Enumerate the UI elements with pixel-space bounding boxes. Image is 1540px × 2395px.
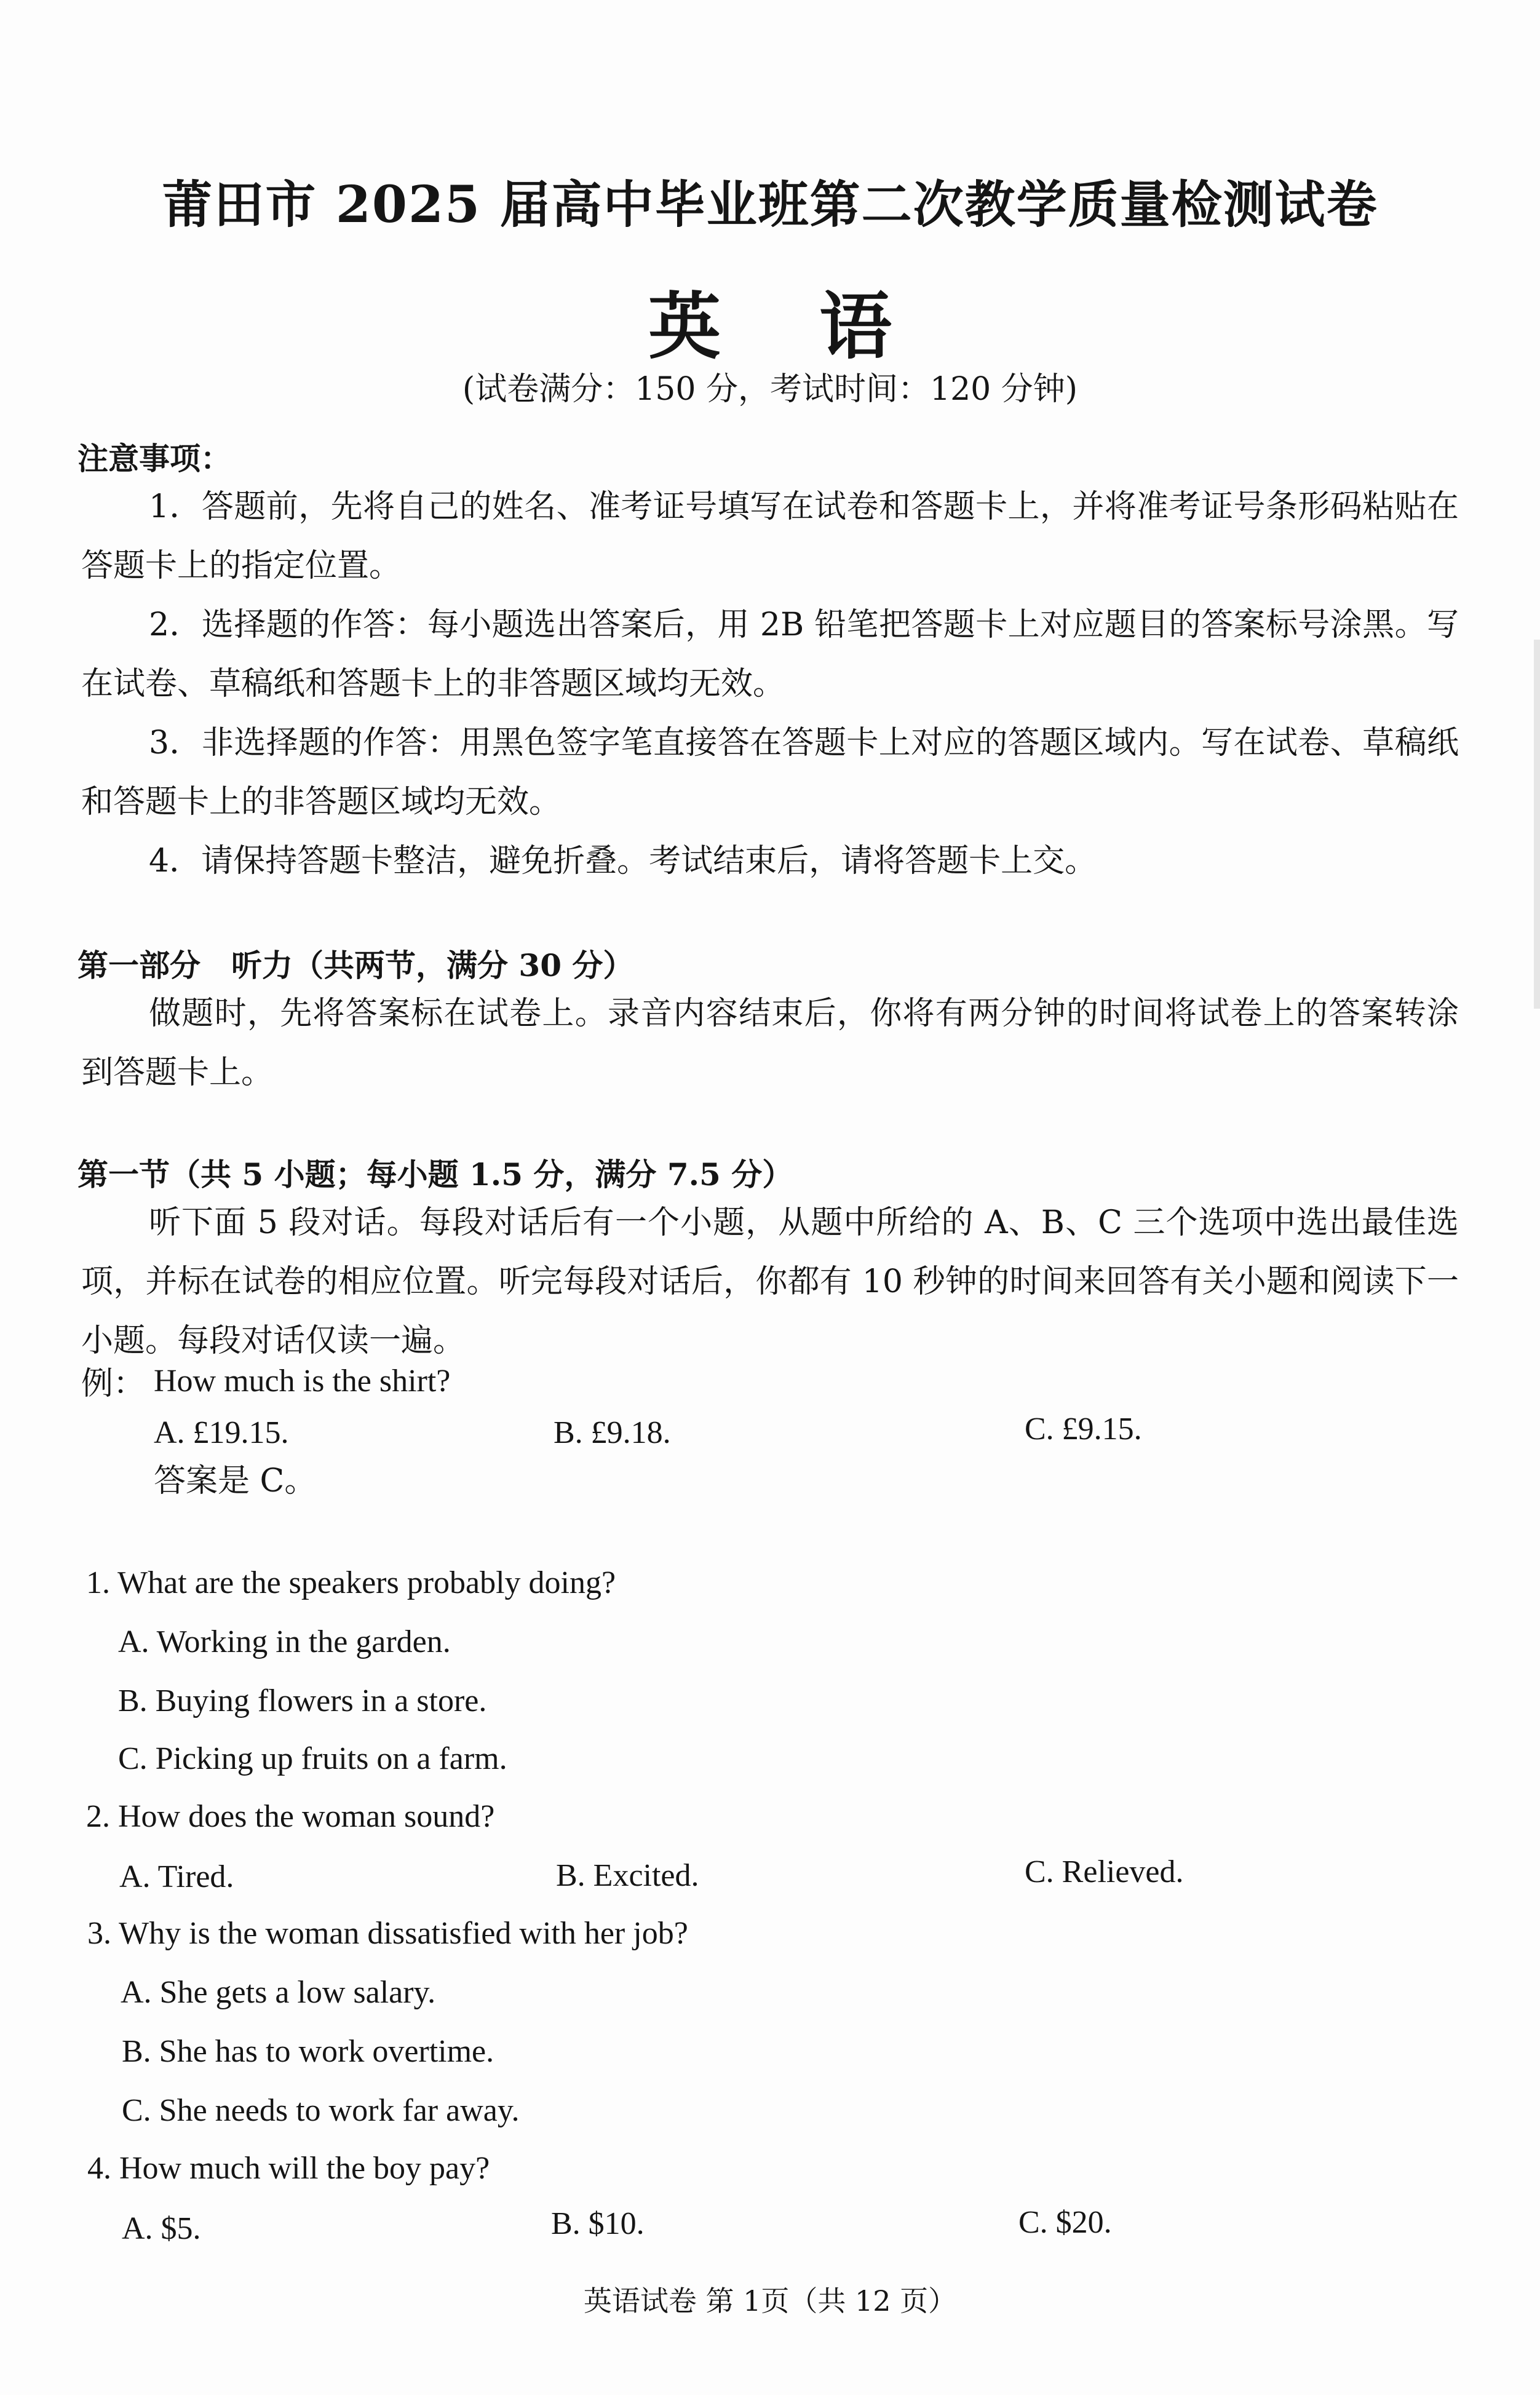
example-option-b: B. £9.18. [554,1415,671,1450]
question-2-option-b: B. Excited. [556,1858,699,1893]
part1-heading: 第一部分 听力（共两节，满分 30 分） [77,947,634,983]
exam-info: (试卷满分：150 分，考试时间：120 分钟) [462,371,1078,408]
question-4-option-c: C. $20. [1018,2205,1112,2240]
question-2-option-c: C. Relieved. [1025,1854,1184,1889]
question-2: 2. How does the woman sound? [86,1799,495,1834]
notice-heading: 注意事项： [77,440,231,477]
section1-instruction-block [81,1193,1459,1370]
question-2-option-a: A. Tired. [119,1859,234,1894]
part1-instruction: 做题时，先将答案标在试卷上。录音内容结束后，你将有两分钟的时间将试卷上的答案转涂到答题卡上。 [81,995,1459,1091]
question-3: 3. Why is the woman dissatisfied with her job? [87,1916,688,1951]
subject-title: 英语 [648,284,990,369]
example-option-a: A. £19.15. [154,1415,289,1450]
question-1: 1. What are the speakers probably doing? [86,1565,616,1600]
example-option-c: C. £9.15. [1025,1412,1142,1447]
question-1-option-b: B. Buying flowers in a store. [118,1683,487,1718]
section1-heading: 第一节（共 5 小题；每小题 1.5 分，满分 7.5 分） [77,1156,793,1193]
notice-item: 4．请保持答题卡整洁，避免折叠。考试结束后，请将答题卡上交。 [149,843,1097,880]
question-1-option-c: C. Picking up fruits on a farm. [118,1741,507,1776]
notice-item: 2．选择题的作答：每小题选出答案后，用 2B 铅笔把答题卡上对应题目的答案标号涂黑。写在试卷、草稿纸和答题卡上的非答题区域均无效。 [81,606,1459,702]
question-4-option-a: A. $5. [122,2211,201,2246]
section1-instruction: 听下面 5 段对话。每段对话后有一个小题，从题中所给的 A、B、C 三个选项中选出最佳选项，并标在试卷的相应位置。听完每段对话后，你都有 10 秒钟的时间来回答有关小题和阅读下一小题。每段对话仅读一遍。 [81,1204,1459,1359]
question-4: 4. How much will the boy pay? [87,2151,490,2186]
notice-item: 3．非选择题的作答：用黑色签字笔直接答在答题卡上对应的答题区域内。写在试卷、草稿纸和答题卡上的非答题区域均无效。 [81,725,1459,820]
notice-list [81,477,1459,891]
scan-edge-shadow [1534,640,1540,1009]
question-4-option-b: B. $10. [551,2206,645,2241]
page-footer: 英语试卷 第 1页（共 12 页） [583,2284,957,2318]
question-3-option-b: B. She has to work overtime. [122,2034,494,2069]
example-answer: 答案是 C。 [154,1463,317,1499]
question-3-option-a: A. She gets a low salary. [121,1975,436,2010]
question-3-option-c: C. She needs to work far away. [122,2093,520,2128]
example-label: 例： [81,1365,146,1402]
exam-title: 莆田市 2025 届高中毕业班第二次教学质量检测试卷 [162,175,1378,234]
notice-item: 1．答题前，先将自己的姓名、准考证号填写在试卷和答题卡上，并将准考证号条形码粘贴在答题卡上的指定位置。 [81,488,1459,584]
part1-instruction-block [81,984,1459,1102]
question-1-option-a: A. Working in the garden. [118,1624,451,1659]
example-question: How much is the shirt? [154,1364,451,1399]
